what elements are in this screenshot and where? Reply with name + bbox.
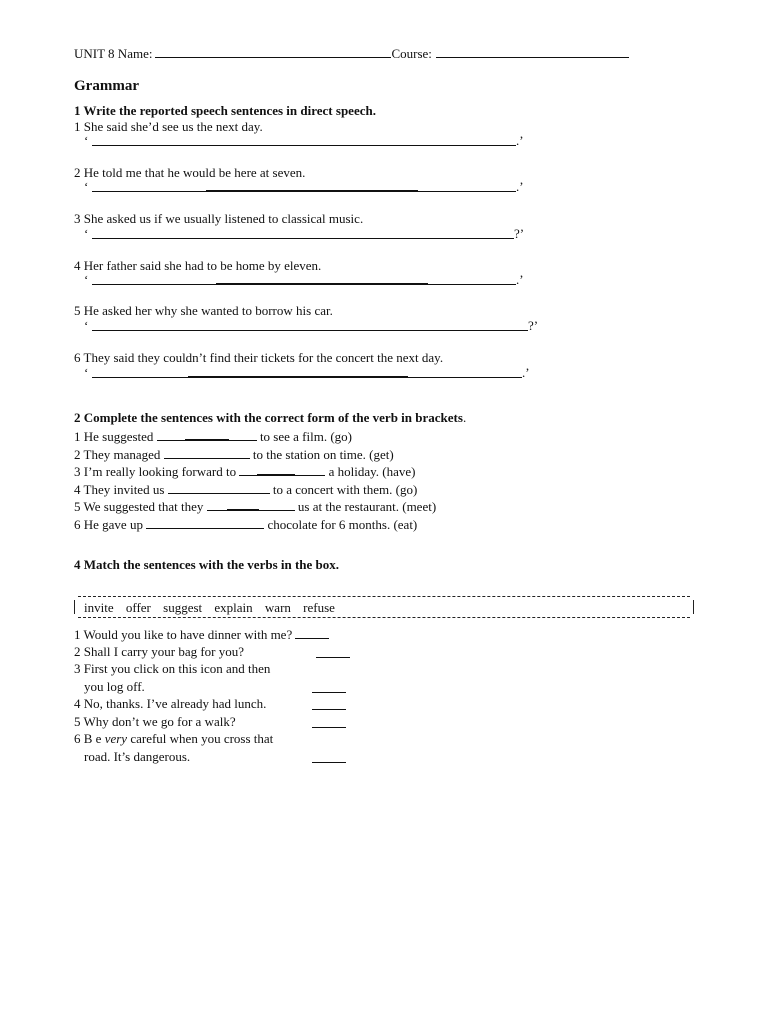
ex1-answer-4[interactable]: [84, 272, 534, 288]
ex4-item-5-text: 5 Why don’t we go for a walk?: [74, 714, 236, 729]
ex2-item-1-before: 1 He suggested: [74, 429, 154, 444]
ex2-item-5: [74, 499, 436, 515]
ex2-blank-4[interactable]: [168, 481, 270, 494]
open-quote: ‘: [84, 179, 89, 194]
open-quote: ‘: [84, 318, 89, 333]
ex4-item-3-line1: 3 First you click on this icon and then: [74, 661, 271, 676]
answer-line: [92, 238, 514, 239]
ex1-answer-2[interactable]: [84, 179, 534, 195]
ex4-blank-6[interactable]: [312, 750, 346, 763]
unit-name-label: UNIT 8 Name:: [74, 46, 153, 61]
ex1-item-5-text: 5 He asked her why she wanted to borrow his car.: [74, 303, 333, 318]
ex1-answer-3[interactable]: [84, 226, 534, 242]
ex4-blank-5[interactable]: [312, 715, 346, 728]
ex4-item-4-text: 4 No, thanks. I’ve already had lunch.: [74, 696, 267, 711]
ex2-item-2: [74, 446, 394, 463]
ex2-item-5-before: 5 We suggested that they: [74, 499, 204, 514]
ex4-item-2-text: 2 Shall I carry your bag for you?: [74, 644, 245, 659]
open-quote: ‘: [84, 272, 89, 287]
verb-invite: invite: [84, 600, 114, 615]
ex2-blank-3[interactable]: [239, 464, 325, 476]
verb-warn: warn: [264, 600, 291, 615]
ex1-heading: 1 Write the reported speech sentences in direct speech.: [74, 103, 376, 118]
header-name-row: [74, 45, 629, 62]
ex2-item-4: [74, 481, 417, 498]
close-quote: ?’: [514, 226, 525, 241]
answer-line: [92, 191, 516, 192]
answer-line: [92, 284, 516, 285]
ex2-blank-5[interactable]: [207, 499, 295, 511]
ex1-item-6-text: 6 They said they couldn’t find their tickets for the concert the next day.: [74, 350, 444, 365]
ex2-item-6-after: chocolate for 6 months. (eat): [267, 517, 418, 532]
ex2-item-1: [74, 429, 352, 445]
answer-line-inner: [188, 376, 408, 377]
course-blank[interactable]: [436, 45, 629, 58]
ex4-blank-1[interactable]: [295, 626, 329, 639]
open-quote: ‘: [84, 133, 89, 148]
ex2-item-2-before: 2 They managed: [74, 447, 161, 462]
ex1-answer-6[interactable]: [84, 365, 544, 381]
ex2-item-5-after: us at the restaurant. (meet): [297, 499, 437, 514]
ex2-heading: [74, 410, 466, 426]
ex4-blank-2[interactable]: [316, 645, 350, 658]
ex2-blank-2[interactable]: [164, 446, 250, 459]
ex4-item-6-line1: [74, 731, 273, 747]
ex4-item-6-b: careful when you cross that: [130, 731, 274, 746]
answer-line-inner: [216, 283, 428, 284]
ex2-item-2-after: to the station on time. (get): [252, 447, 394, 462]
verb-refuse: refuse: [303, 600, 335, 615]
open-quote: ‘: [84, 226, 89, 241]
ex4-item-1: [74, 626, 329, 643]
ex2-item-1-after: to see a film. (go): [259, 429, 352, 444]
name-blank[interactable]: [155, 45, 391, 58]
ex2-heading-end: .: [462, 410, 467, 425]
verb-explain: explain: [214, 600, 253, 615]
course-label: Course:: [391, 46, 432, 61]
close-quote: .’: [516, 179, 524, 194]
ex2-item-6: [74, 516, 417, 533]
open-quote: ‘: [84, 365, 89, 380]
section-title: Grammar: [74, 78, 139, 94]
ex2-blank-6[interactable]: [146, 516, 264, 529]
ex1-item-4-text: 4 Her father said she had to be home by eleven.: [74, 258, 322, 273]
ex2-item-4-after: to a concert with them. (go): [272, 482, 418, 497]
ex4-heading: 4 Match the sentences with the verbs in the box.: [74, 557, 340, 572]
close-quote: .’: [516, 272, 524, 287]
verb-box: [78, 596, 690, 618]
ex1-item-3-text: 3 She asked us if we usually listened to classical music.: [74, 211, 364, 226]
answer-line: [92, 377, 522, 378]
ex4-item-1-text: 1 Would you like to have dinner with me?: [74, 627, 293, 642]
ex2-blank-1[interactable]: [157, 429, 257, 441]
ex2-item-3-before: 3 I’m really looking forward to: [74, 464, 237, 479]
ex1-answer-5[interactable]: [84, 318, 544, 334]
ex1-item-1-text: 1 She said she’d see us the next day.: [74, 119, 263, 134]
ex4-blank-4[interactable]: [312, 697, 346, 710]
ex2-heading-text: 2 Complete the sentences with the correct form of the verb in brackets: [74, 410, 463, 425]
ex1-item-2-text: 2 He told me that he would be here at seven.: [74, 165, 306, 180]
verb-offer: offer: [125, 600, 151, 615]
close-quote: .’: [522, 365, 530, 380]
close-quote: .’: [516, 133, 524, 148]
ex2-item-4-before: 4 They invited us: [74, 482, 165, 497]
ex4-item-3-line2: you log off.: [84, 679, 145, 694]
answer-line: [92, 145, 516, 146]
answer-line: [92, 330, 528, 331]
ex4-item-6-line2: road. It’s dangerous.: [84, 749, 191, 764]
ex2-item-3: [74, 464, 415, 480]
close-quote: ?’: [528, 318, 539, 333]
ex4-item-6-a: 6 B e: [74, 731, 102, 746]
ex2-item-3-after: a holiday. (have): [328, 464, 416, 479]
ex2-item-6-before: 6 He gave up: [74, 517, 143, 532]
answer-line-inner: [206, 190, 418, 191]
verb-suggest: suggest: [163, 600, 203, 615]
verb-box-words: [84, 600, 344, 616]
ex1-answer-1[interactable]: [84, 133, 534, 149]
ex4-blank-3[interactable]: [312, 680, 346, 693]
ex4-item-6-emphasis: very: [104, 731, 128, 746]
